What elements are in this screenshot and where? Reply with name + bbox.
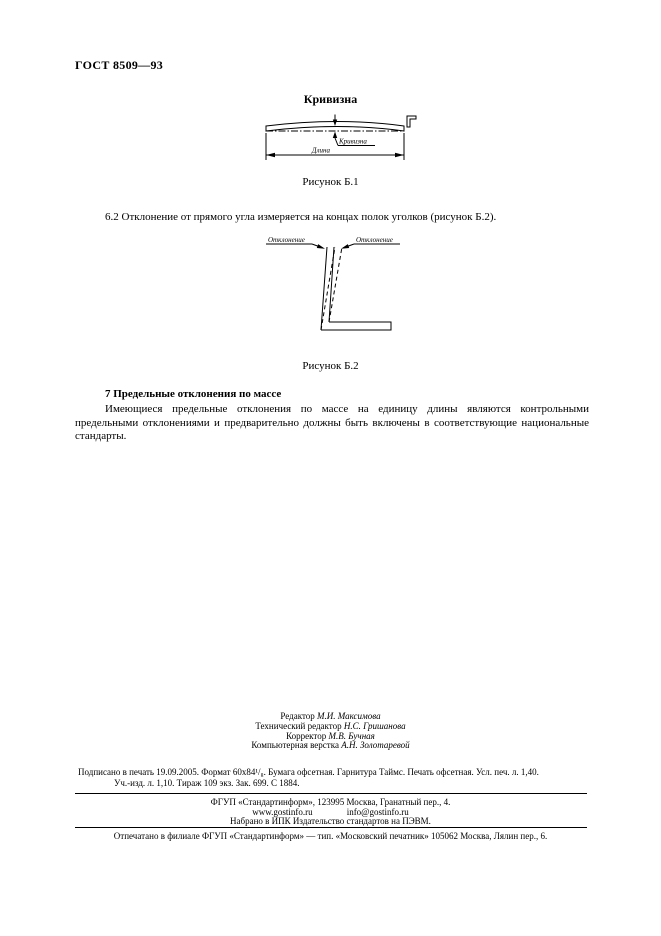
doc-number: ГОСТ 8509—93 bbox=[75, 58, 164, 72]
length-label: Длина bbox=[312, 146, 330, 155]
typeset-line: Набрано в ИПК Издательство стандартов на ПЭВМ. bbox=[230, 816, 431, 827]
staff-name: А.Н. Золотаревой bbox=[341, 740, 410, 751]
print-line-1: Подписано в печать 19.09.2005. Формат 60x84¹/₈. Бумага офсетная. Гарнитура Таймс. Печать офсетная. Усл. печ. л. 1,40. bbox=[78, 767, 539, 777]
publisher-email: info@gostinfo.ru bbox=[346, 806, 409, 817]
staff-role: Корректор bbox=[286, 730, 327, 741]
staff-line bbox=[0, 741, 661, 751]
deviation-label-left: Отклонение bbox=[268, 236, 305, 244]
deviation-label-right: Отклонение bbox=[356, 236, 393, 244]
figure-b2-caption: Рисунок Б.2 bbox=[302, 360, 359, 372]
horizontal-flange bbox=[321, 322, 391, 330]
figure-b1-drawing bbox=[262, 110, 420, 168]
arrow-up bbox=[333, 132, 337, 139]
staff-name: Н.С. Гришанова bbox=[343, 720, 406, 731]
publisher-address: ФГУП «Стандартинформ», 123995 Москва, Гранатный пер., 4. bbox=[210, 797, 451, 807]
print-line-2: Уч.-изд. л. 1,10. Тираж 109 экз. Зак. 699. С 1884. bbox=[114, 777, 300, 788]
staff-name: М.И. Максимова bbox=[317, 711, 381, 721]
figure-b1-heading: Кривизна bbox=[303, 92, 358, 106]
figure-b1 bbox=[262, 110, 420, 168]
staff-role: Компьютерная верстка bbox=[251, 740, 339, 751]
print-info bbox=[78, 767, 588, 788]
publisher-block bbox=[0, 798, 661, 827]
section-7-heading: 7 Предельные отклонения по массе bbox=[105, 388, 282, 400]
staff-role: Технический редактор bbox=[255, 720, 342, 731]
flange-dashed-inner bbox=[329, 247, 342, 322]
divider-rule-top bbox=[75, 793, 587, 794]
arrow-down bbox=[333, 120, 337, 127]
printed-at-line: Отпечатано в филиале ФГУП «Стандартинформ» — тип. «Московский печатник» 105062 Москва, Лялин пер., 6. bbox=[113, 831, 548, 841]
staff-role: Редактор bbox=[280, 711, 315, 721]
colophon-staff bbox=[0, 712, 661, 751]
paragraph-6-2: 6.2 Отклонение от прямого угла измеряется на концах полок уголков (рисунок Б.2). bbox=[105, 211, 497, 223]
angle-end-view bbox=[407, 116, 416, 127]
arrow-right bbox=[395, 153, 404, 157]
leader-arrow-left bbox=[317, 244, 326, 250]
section-7-body: Имеющиеся предельные отклонения по массе на единицу длины являются контрольными предельными отклонениями и предварительно должны быть включены в соответствующие национальные стандарты. bbox=[75, 403, 589, 442]
figure-b2 bbox=[263, 233, 403, 355]
figure-b1-caption: Рисунок Б.1 bbox=[302, 176, 359, 188]
divider-rule-bottom bbox=[75, 827, 587, 828]
staff-name: М.В. Бучная bbox=[328, 730, 375, 741]
figure-b2-drawing bbox=[263, 233, 403, 355]
flange-solid-outer bbox=[321, 247, 327, 330]
arrow-left bbox=[266, 153, 275, 157]
publisher-site: www.gostinfo.ru bbox=[252, 806, 313, 817]
flange-dashed-outer bbox=[321, 247, 335, 330]
curvature-label: Кривизна bbox=[339, 137, 367, 146]
